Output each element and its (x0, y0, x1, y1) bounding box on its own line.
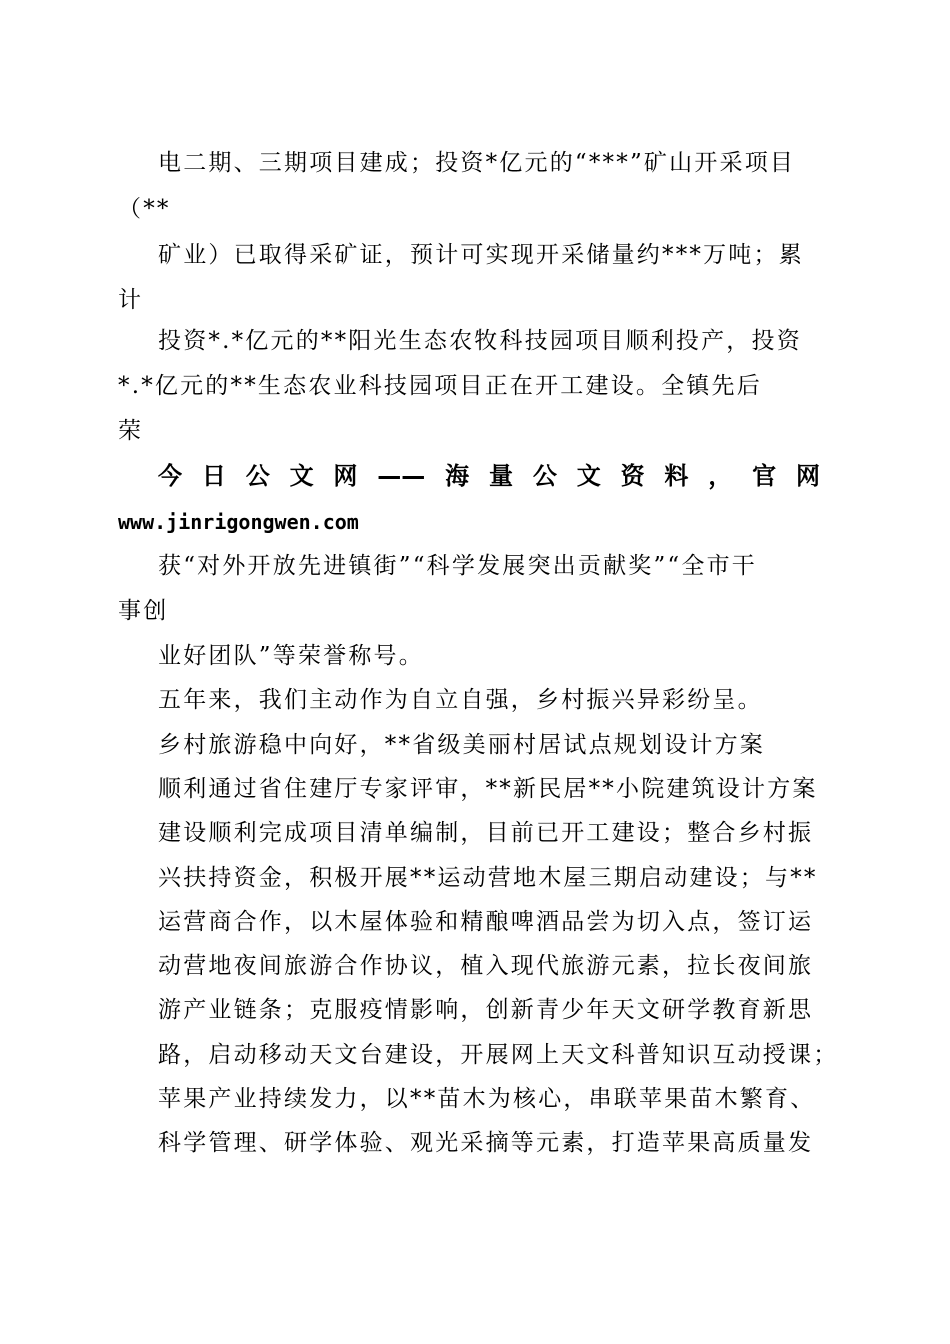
paragraph-line: （** (118, 196, 171, 222)
paragraph-line: 电二期、三期项目建成；投资*亿元的“***”矿山开采项目 (158, 150, 796, 176)
paragraph-line: 游产业链条；克服疫情影响，创新青少年天文研学教育新思 (158, 997, 814, 1023)
paragraph-line: 动营地夜间旅游合作协议，植入现代旅游元素，拉长夜间旅 (158, 953, 814, 979)
paragraph-line: 运营商合作，以木屋体验和精酿啤酒品尝为切入点，签订运 (158, 909, 814, 935)
paragraph-line: 建设顺利完成项目清单编制，目前已开工建设；整合乡村振 (158, 820, 814, 846)
paragraph-line: *.*亿元的**生态农业科技园项目正在开工建设。全镇先后 (118, 373, 762, 399)
watermark-banner: 今日公文网——海量公文资料，官网 (158, 462, 820, 490)
paragraph-line: 五年来，我们主动作为自立自强，乡村振兴异彩纷呈。 (158, 687, 763, 713)
paragraph-line: 获“对外开放先进镇街”“科学发展突出贡献奖”“全市干 (158, 553, 757, 579)
paragraph-line: 苹果产业持续发力，以**苗木为核心，串联苹果苗木繁育、 (158, 1086, 816, 1112)
paragraph-line: 荣 (118, 418, 144, 444)
paragraph-line: 乡村旅游稳中向好，**省级美丽村居试点规划设计方案 (158, 732, 765, 758)
paragraph-line: 科学管理、研学体验、观光采摘等元素，打造苹果高质量发 (158, 1130, 814, 1156)
paragraph-line: 路，启动移动天文台建设，开展网上天文科普知识互动授课； (158, 1042, 839, 1068)
paragraph-line: 兴扶持资金，积极开展**运动营地木屋三期启动建设；与** (158, 865, 818, 891)
paragraph-line: 计 (118, 287, 144, 313)
paragraph-line: 业好团队”等荣誉称号。 (158, 643, 424, 669)
paragraph-line: 矿业）已取得采矿证，预计可实现开采储量约***万吨；累 (158, 242, 804, 268)
paragraph-line: 投资*.*亿元的**阳光生态农牧科技园项目顺利投产，投资 (158, 328, 802, 354)
paragraph-line: 事创 (118, 598, 169, 624)
paragraph-line: 顺利通过省住建厅专家评审，**新民居**小院建筑设计方案 (158, 776, 818, 802)
watermark-url: www.jinrigongwen.com (118, 510, 359, 534)
